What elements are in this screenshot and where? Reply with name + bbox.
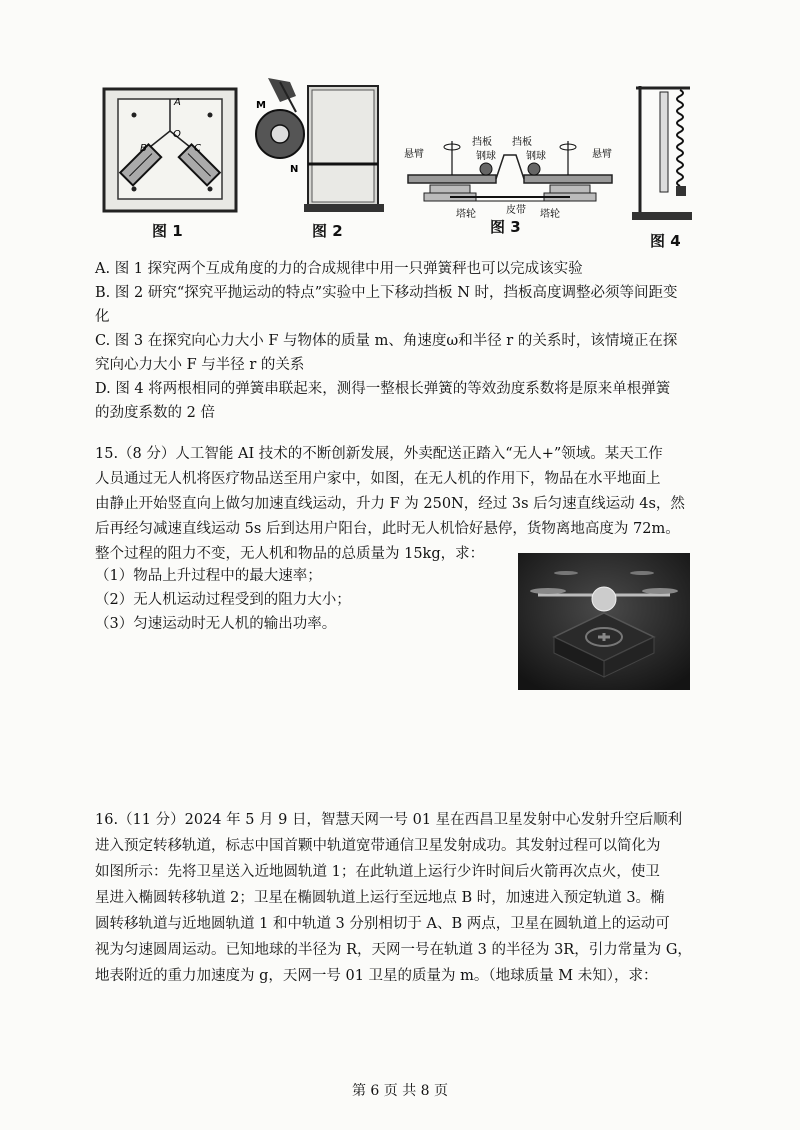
q16-line-3: 如图所示：先将卫星送入近地圆轨道 1；在此轨道上运行少许时间后火箭再次点火，使卫 [95,864,660,880]
q15-line-4: 后再经匀减速直线运动 5s 后到达用户阳台，此时无人机恰好悬停，货物离地高度为 72m。 [95,521,680,537]
fig3-label-xuanbi-left: 悬臂 [404,149,424,160]
figure-1-caption: 图 1 [152,222,183,240]
fig3-label-talun-left: 塔轮 [456,209,476,220]
fig3-label-ganqiu-left: 钢球 [476,151,496,162]
fig3-label-dangban-2: 挡板 [512,137,532,148]
q15-line-1: 15.（8 分）人工智能 AI 技术的不断创新发展，外卖配送正踏入“无人+”领域。某天工作 [95,446,663,462]
q16-line-1: 16.（11 分）2024 年 5 月 9 日，智慧天网一号 01 星在西昌卫星发射中心发射升空后顺利 [95,812,683,828]
figure-1-force-composition [100,85,240,215]
q16-line-6: 视为匀速圆周运动。已知地球的半径为 R，天网一号在轨道 3 的半径为 3R，引力常量为 G， [95,942,692,958]
q16-line-7: 地表附近的重力加速度为 g，天网一号 01 卫星的质量为 m。（地球质量 M 未知），求： [95,968,658,984]
page-footer: 第 6 页 共 8 页 [351,1083,449,1099]
option-c-line1: C. 图 3 在探究向心力大小 F 与物体的质量 m、角速度ω和半径 r 的关系时，该情境正在探 [95,333,678,349]
q16-line-5: 圆转移轨道与近地圆轨道 1 和中轨道 3 分别相切于 A、B 两点，卫星在圆轨道上的运动可 [95,916,670,932]
q15-sub-3: （3）匀速运动时无人机的输出功率。 [95,616,337,632]
figure-4-caption: 图 4 [650,232,681,250]
fig3-label-ganqiu-right: 钢球 [526,151,546,162]
q15-line-5: 整个过程的阻力不变，无人机和物品的总质量为 15kg，求： [95,546,485,562]
fig3-label-talun-right: 塔轮 [540,209,560,220]
option-d-line2: 的劲度系数的 2 倍 [95,405,215,421]
option-d-line1: D. 图 4 将两根相同的弹簧串联起来，测得一整根长弹簧的等效劲度系数将是原来单根弹簧 [95,381,671,397]
q15-sub-1: （1）物品上升过程中的最大速率； [95,568,322,584]
fig2-label-m: M [256,100,266,111]
q16-line-4: 星进入椭圆转移轨道 2；卫星在椭圆轨道上运行至远地点 B 时，加速进入预定轨道 3。椭 [95,890,665,906]
option-c-line2: 究向心力大小 F 与半径 r 的关系 [95,357,305,373]
figure-3-caption: 图 3 [490,218,521,236]
option-a: A. 图 1 探究两个互成角度的力的合成规律中用一只弹簧秤也可以完成该实验 [95,261,583,277]
figure-2-caption: 图 2 [312,222,343,240]
fig3-label-xuanbi-right: 悬臂 [592,149,612,160]
q16-line-2: 进入预定转移轨道，标志中国首颗中轨道宽带通信卫星发射成功。其发射过程可以简化为 [95,838,661,854]
fig2-label-n: N [290,164,299,175]
figure-4-springs-in-series [630,82,700,222]
q15-line-2: 人员通过无人机将医疗物品送至用户家中，如图，在无人机的作用下，物品在水平地面上 [95,471,661,487]
drone-photo [518,553,690,690]
fig3-label-pidai: 皮带 [506,205,526,216]
q15-line-3: 由静止开始竖直向上做匀加速直线运动，升力 F 为 250N，经过 3s 后匀速直线运动 4s，然 [95,496,685,512]
fig1-label-b: B [140,143,147,154]
option-b-line1: B. 图 2 研究“探究平抛运动的特点”实验中上下移动挡板 N 时，挡板高度调整必须等间距变 [95,285,678,301]
fig1-label-o: O [173,129,181,140]
fig1-label-a: A [174,97,181,108]
option-b-line2: 化 [95,309,110,325]
figure-3-centripetal-apparatus [400,135,620,225]
fig3-label-dangban-1: 挡板 [472,137,492,148]
q15-sub-2: （2）无人机运动过程受到的阻力大小； [95,592,351,608]
figure-2-projectile-apparatus [250,72,395,217]
fig1-label-c: C [194,143,201,154]
